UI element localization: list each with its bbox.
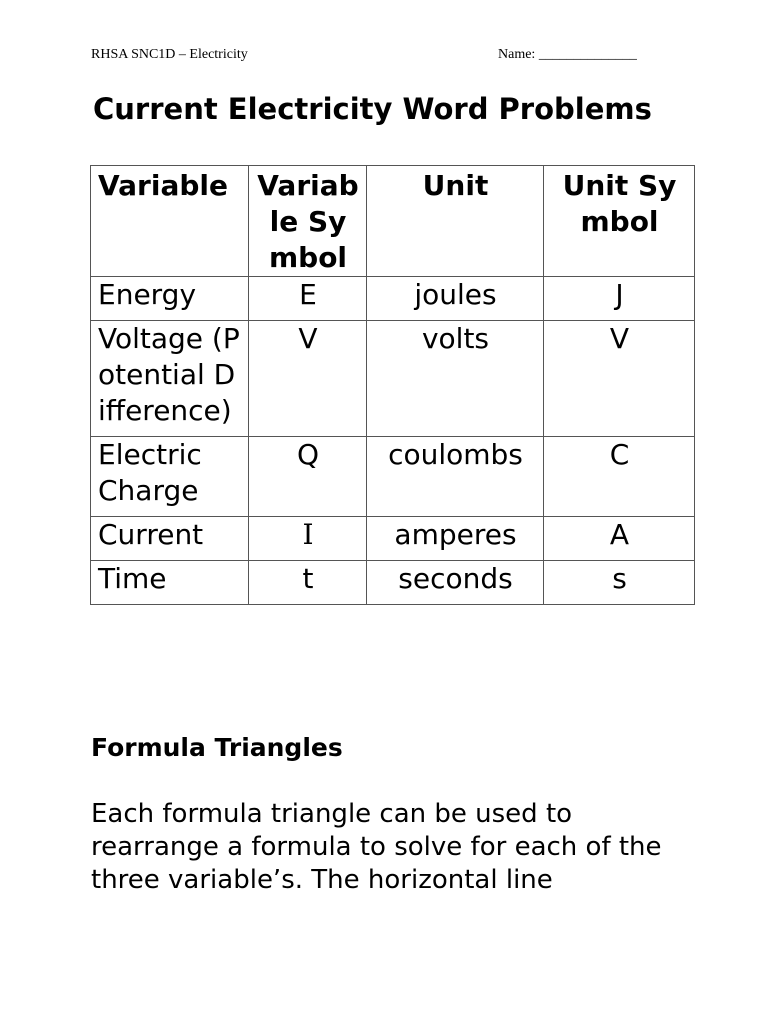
table-row: [91, 437, 695, 517]
cell-unit: coulombs: [367, 437, 544, 517]
cell-unit: amperes: [367, 517, 544, 561]
header-name-field: Name: ______________: [498, 47, 637, 62]
cell-unit: volts: [367, 321, 544, 437]
cell-unit: seconds: [367, 561, 544, 605]
table-row: [91, 517, 695, 561]
cell-unit-symbol: J: [544, 277, 695, 321]
page-title: Current Electricity Word Problems: [93, 92, 652, 126]
section-heading: Formula Triangles: [91, 733, 343, 762]
cell-symbol: t: [249, 561, 367, 605]
cell-unit-symbol: V: [544, 321, 695, 437]
cell-symbol: Q: [249, 437, 367, 517]
cell-variable: Time: [91, 561, 249, 605]
column-header-unit: Unit: [367, 166, 544, 277]
table-row: [91, 277, 695, 321]
cell-symbol: V: [249, 321, 367, 437]
table-row: [91, 321, 695, 437]
table-body: [91, 277, 695, 605]
variables-table: [90, 165, 695, 605]
cell-unit: joules: [367, 277, 544, 321]
cell-variable: Current: [91, 517, 249, 561]
cell-variable: Energy: [91, 277, 249, 321]
column-header-unit-symbol: Unit Symbol: [544, 166, 695, 277]
cell-unit-symbol: s: [544, 561, 695, 605]
table-row: [91, 561, 695, 605]
column-header-variable-symbol: Variable Symbol: [249, 166, 367, 277]
cell-symbol: I: [249, 517, 367, 561]
cell-variable: Electric Charge: [91, 437, 249, 517]
cell-variable: Voltage (Potential Difference): [91, 321, 249, 437]
cell-symbol: E: [249, 277, 367, 321]
section-paragraph: Each formula triangle can be used to rearrange a formula to solve for each of the three variable’s. The horizontal line: [91, 799, 662, 895]
cell-unit-symbol: A: [544, 517, 695, 561]
header-course: RHSA SNC1D – Electricity: [91, 47, 248, 62]
table-header: [91, 166, 695, 277]
table-header-row: [91, 166, 695, 277]
column-header-variable: Variable: [91, 166, 249, 277]
cell-unit-symbol: C: [544, 437, 695, 517]
